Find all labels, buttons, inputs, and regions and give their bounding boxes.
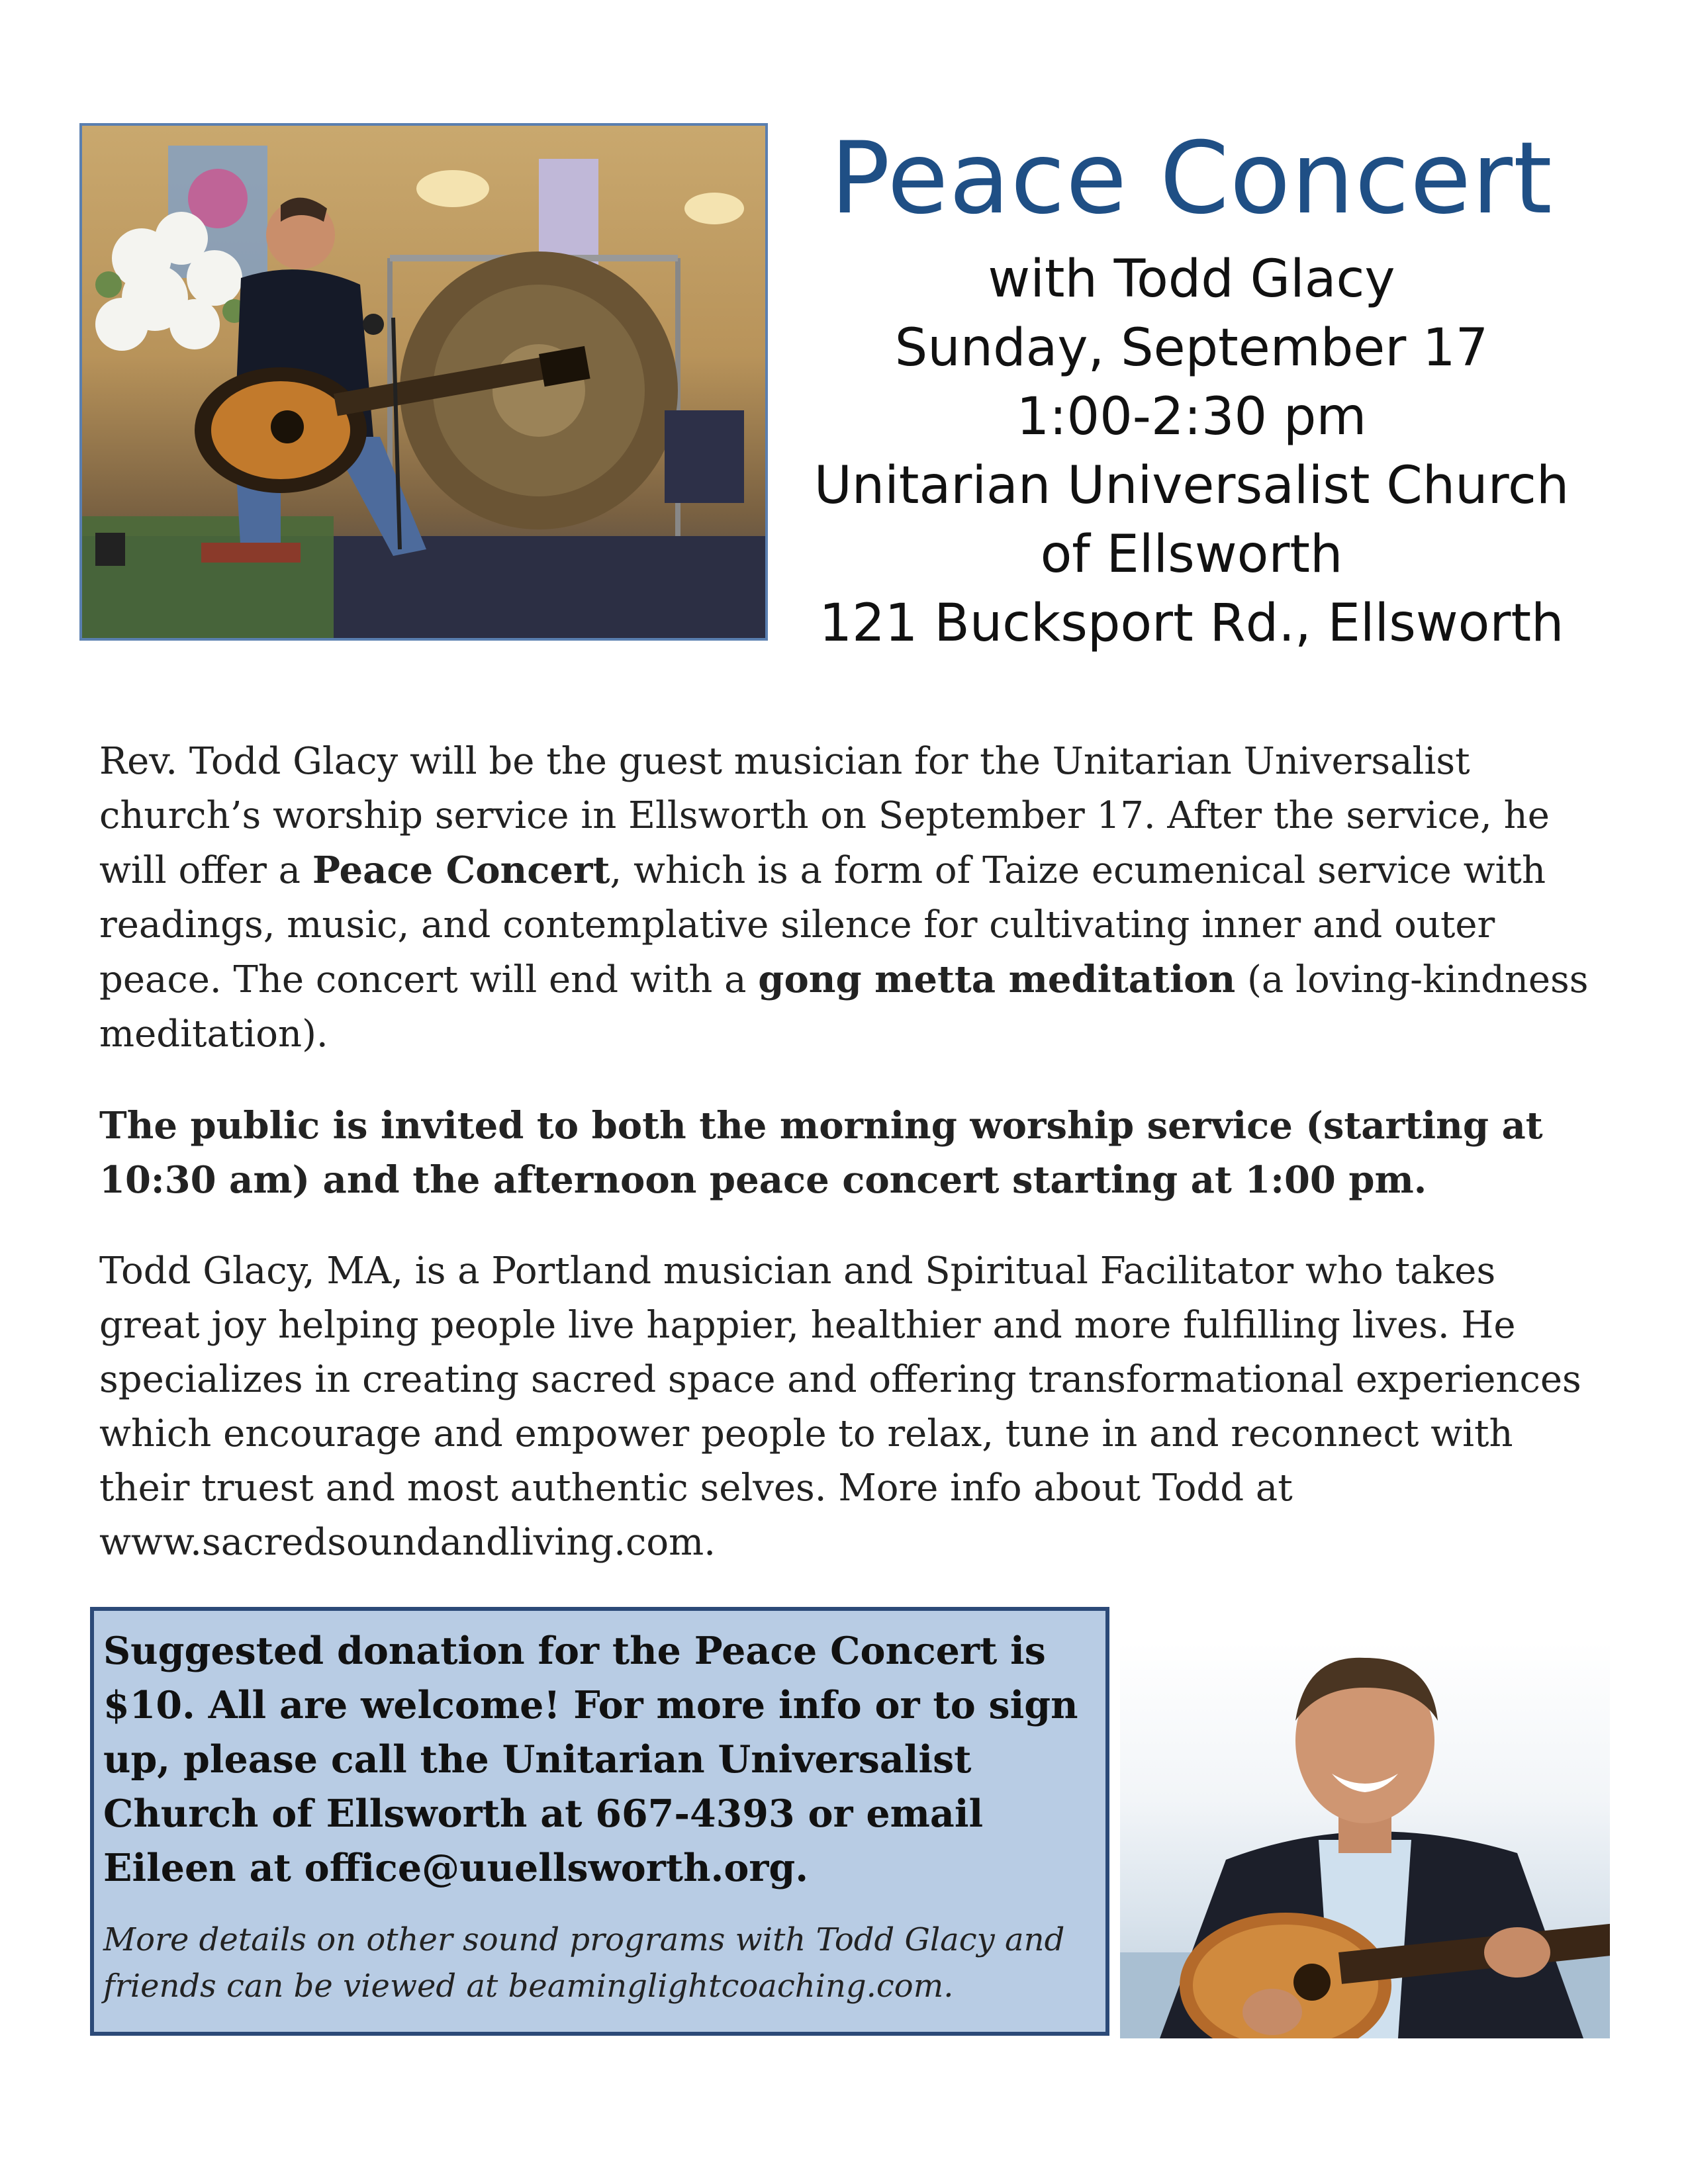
musician-portrait-photo: [1120, 1641, 1610, 2038]
event-header: [781, 113, 1602, 658]
venue-line-1: Unitarian Universalist Church: [814, 456, 1570, 516]
performer-line: with Todd Glacy: [988, 250, 1395, 309]
description-text-2: , which is a form of Taize ecumenical service with readings, music, and contemplative silence for cultivating inner and outer peace. The concert will end with a: [99, 849, 1546, 1001]
donation-info: Suggested donation for the Peace Concert is $10. All are welcome! For more info or to sign up, please call the Unitarian Universalist Church of Ellsworth at 667-4393 or email Eileen at office@uuellsworth.org.: [103, 1629, 1078, 1890]
more-details-note: More details on other sound programs with Todd Glacy and friends can be viewed at beaminglightcoaching.com.: [103, 1921, 1065, 2005]
description-paragraph: [99, 735, 1589, 1062]
page-title: Peace Concert: [830, 121, 1553, 236]
address-line: 121 Bucksport Rd., Ellsworth: [819, 594, 1564, 653]
bio-paragraph: Todd Glacy, MA, is a Portland musician and Spiritual Facilitator who takes great joy helping people live happier, healthier and more fulfilling lives. He specializes in creating sacred space and offering transformational experiences which encourage and empower people to relax, tune in and reconnect with their truest and most authentic selves. More info about Todd at www.sacredsoundandliving.com.: [99, 1250, 1581, 1564]
gong-meditation-emphasis: gong metta meditation: [758, 958, 1236, 1001]
description-text-3: (a loving-kindness meditation).: [99, 958, 1589, 1056]
donation-box: [90, 1607, 1109, 2036]
peace-concert-emphasis: Peace Concert: [312, 848, 610, 892]
time-line: 1:00-2:30 pm: [1016, 387, 1367, 447]
description-text-1: Rev. Todd Glacy will be the guest musician for the Unitarian Universalist church’s worship service in Ellsworth on September 17. After the service, he will offer a: [99, 740, 1550, 892]
invitation-paragraph: The public is invited to both the morning worship service (starting at 10:30 am) and the afternoon peace concert starting at 1:00 pm.: [99, 1104, 1543, 1202]
concert-photo: [79, 123, 768, 641]
date-line: Sunday, September 17: [894, 318, 1489, 378]
venue-line-2: of Ellsworth: [1040, 525, 1343, 584]
